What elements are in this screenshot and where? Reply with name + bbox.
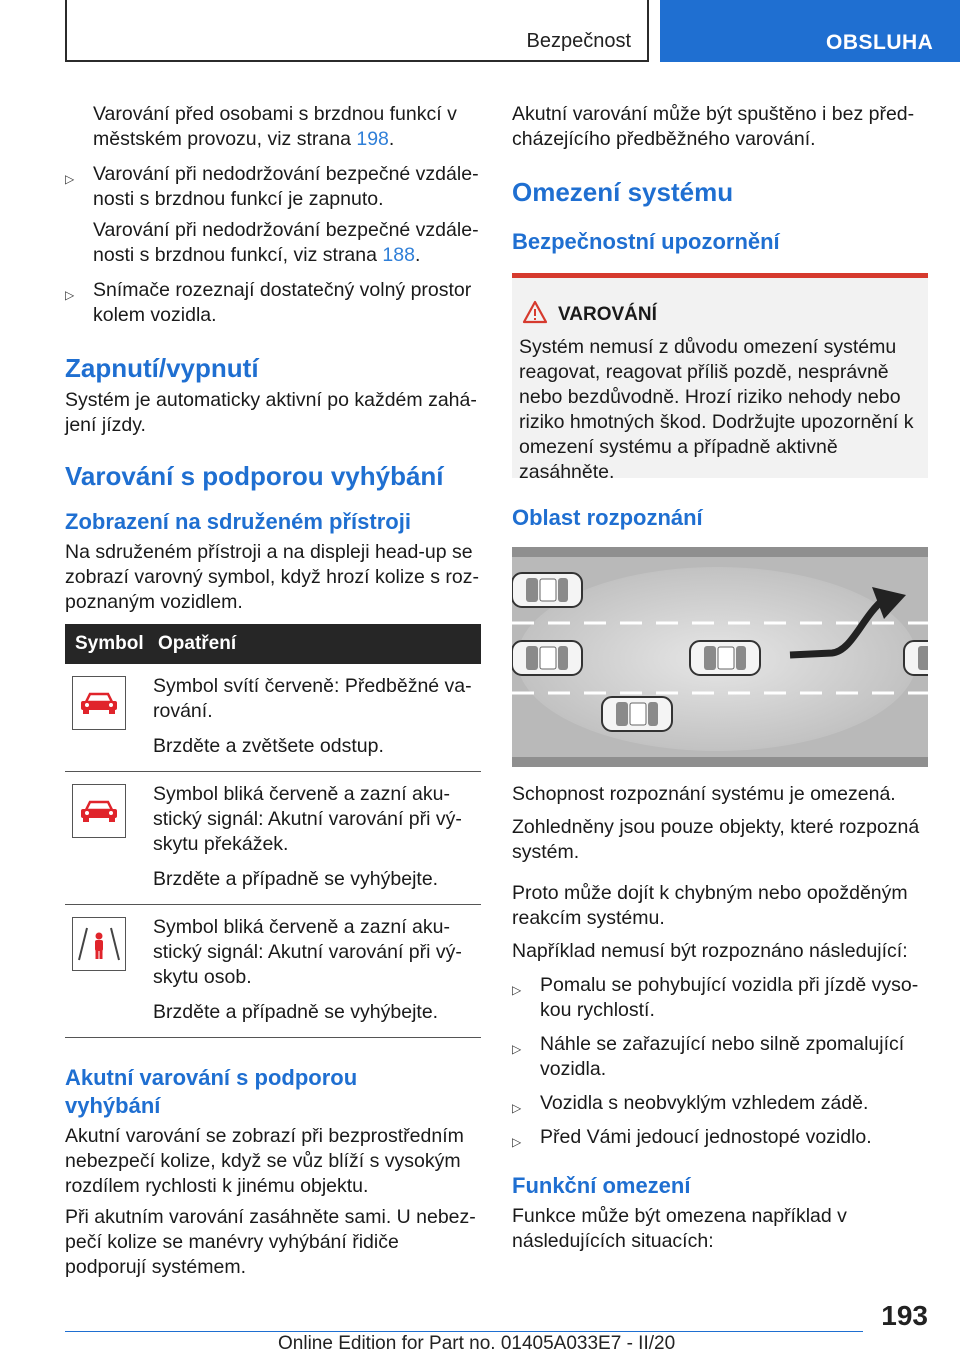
row-action: Brzděte a případně se vyhýbejte. [153,868,439,890]
row-action: Brzděte a zvětšete odstup. [153,735,384,757]
table-row [65,772,481,905]
heading-bezpecnostni: Bezpečnostní upozornění [512,229,780,254]
triangle-bullet-icon: ▷ [512,1042,522,1056]
footer-edition: Online Edition for Part no. 01405A033E7 - II/20 [278,1333,676,1354]
table-row [65,905,481,1038]
list-item: ▷ Před Vámi jedoucí jednostopé vozidlo. [512,1125,928,1150]
heading-varovani: Varování s podporou vyhýbání [65,461,444,491]
triangle-bullet-icon: ▷ [65,288,75,302]
pedestrian-icon [72,917,126,971]
paragraph: Varování při nedodržování bezpečné vzdálenosti s brzdnou funkcí, viz strana 188. [93,219,479,266]
list-item: ▷ Náhle se zařazující nebo silně zpomalující vozidla. [512,1033,905,1080]
heading-oblast: Oblast rozpoznání [512,505,703,530]
right-column-top [512,102,928,256]
row-description: Symbol bliká červeně a zazní akustický signál: Akutní varování při výskytu osob. [153,916,462,988]
footer-divider [65,1331,863,1332]
list-item: ▷ Vozidla s neobvyklým vzhledem zádě. [512,1091,928,1116]
paragraph: Například nemusí být rozpoznáno následující: [512,940,908,962]
warning-triangle-icon [522,300,548,329]
heading-zapnuti: Zapnutí/vypnutí [65,353,259,383]
header-box [65,0,649,62]
warning-box [512,273,928,483]
table-row [65,664,481,772]
left-column [65,102,481,1280]
right-column-bottom [512,782,928,1254]
triangle-bullet-icon: ▷ [512,1101,522,1115]
paragraph: Akutní varování se zobrazí při bezprostředním nebezpečí kolize, když se vůz blíží s vysokým rozdílem rychlosti k jinému objektu. [65,1125,464,1197]
triangle-bullet-icon: ▷ [65,172,75,186]
symbol-table [65,624,481,1038]
warning-title: VAROVÁNÍ [558,304,657,325]
chapter-tab[interactable]: OBSLUHA [660,0,960,62]
page-link-198[interactable]: 198 [356,128,389,150]
list-item: ▷ Pomalu se pohybující vozidla při jízdě vysokou rychlostí. [512,974,919,1021]
paragraph: Schopnost rozpoznání systému je omezená. [512,783,896,805]
page-link-188[interactable]: 188 [382,244,415,266]
heading-funkcni: Funkční omezení [512,1173,691,1198]
table-header-action: Opatření [153,624,481,664]
paragraph: Systém je automaticky aktivní po každém zahájení jízdy. [65,389,477,436]
paragraph: Akutní varování může být spuštěno i bez předcházejícího předběžného varování. [512,103,915,150]
car-icon [72,676,126,730]
page-number: 193 [881,1300,928,1331]
row-description: Symbol svítí červeně: Předběžné varování. [153,675,472,722]
paragraph: Varování před osobami s brzdnou funkcí v městském provozu, viz strana 198. [93,103,457,150]
paragraph: Zohledněny jsou pouze objekty, které rozpozná systém. [512,816,920,863]
paragraph: Na sdruženém přístroji a na displeji head-up se zobrazí varovný symbol, když hrozí kolize s rozpoznaným vozidlem. [65,541,479,613]
paragraph: Funkce může být omezena například v následujících situacích: [512,1205,847,1252]
triangle-bullet-icon: ▷ [512,983,522,997]
heading-zobrazeni: Zobrazení na sdruženém přístroji [65,509,411,534]
row-description: Symbol bliká červeně a zazní akustický signál: Akutní varování při výskytu překážek. [153,783,462,855]
paragraph: Proto může dojít k chybným nebo opožděným reakcím systému. [512,882,908,929]
row-action: Brzděte a případně se vyhýbejte. [153,1001,439,1023]
triangle-bullet-icon: ▷ [512,1135,522,1149]
heading-akutni: Akutní varování s podporou vyhýbání [65,1065,358,1118]
list-item: ▷ Varování při nedodržování bezpečné vzdálenosti s brzdnou funkcí je zapnuto. [65,163,479,210]
table-header-symbol: Symbol [65,624,153,664]
detection-area-illustration [512,547,928,767]
heading-omezeni: Omezení systému [512,177,734,207]
section-title: Bezpečnost [526,30,631,52]
paragraph: Při akutním varování zasáhněte sami. U nebezpečí kolize se manévry vyhýbání řidiče podporují systémem. [65,1206,476,1278]
list-item: ▷ Snímače rozeznají dostatečný volný prostor kolem vozidla. [65,279,472,326]
car-icon [72,784,126,838]
warning-text: Systém nemusí z důvodu omezení systému reagovat, reagovat příliš pozdě, nesprávně nebo bezdůvodně. Hrozí riziko nehody nebo riziko hmotných škod. Dodržujte upozornění k omezení systému a případně aktivně zasáhněte. [519,336,914,483]
